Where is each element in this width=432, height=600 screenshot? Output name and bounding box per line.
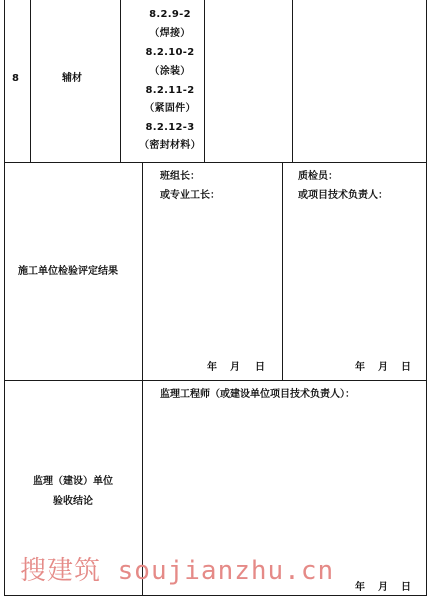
divider-name-col <box>120 0 121 162</box>
standard-ref: （焊接） <box>149 28 191 39</box>
date-month-left: 月 <box>230 362 240 373</box>
supervision-label-line2: 验收结论 <box>53 496 93 507</box>
divider-standard-col <box>204 0 205 162</box>
table-border-bottom <box>4 595 427 596</box>
divider-construction-signers <box>282 162 283 380</box>
standard-ref: 8.2.12-3 <box>145 122 195 133</box>
material-name: 辅材 <box>62 73 82 84</box>
standard-ref: 8.2.10-2 <box>145 47 195 58</box>
supervisor-engineer-label: 监理工程师（或建设单位项目技术负责人）： <box>160 389 355 400</box>
divider-construction-label <box>142 162 143 380</box>
watermark: 搜建筑 soujianzhu.cn <box>20 556 335 586</box>
divider-result-col <box>292 0 293 162</box>
standard-ref: （密封材料） <box>139 140 201 151</box>
team-leader-label: 班组长： <box>160 171 200 182</box>
construction-result-label: 施工单位检验评定结果 <box>18 266 118 277</box>
supervision-label-line1: 监理（建设）单位 <box>33 476 113 487</box>
row-separator-supervision <box>4 380 427 381</box>
row-separator-construction <box>4 162 427 163</box>
standard-ref: 8.2.9-2 <box>149 9 191 20</box>
standard-ref: （紧固件） <box>144 103 196 114</box>
standard-ref: （涂装） <box>149 66 191 77</box>
tech-lead-label: 或项目技术负责人： <box>298 190 388 201</box>
date-month-right: 月 <box>378 362 388 373</box>
date-day-right: 日 <box>401 362 411 373</box>
inspector-label: 质检员： <box>298 171 338 182</box>
standard-ref: 8.2.11-2 <box>145 85 195 96</box>
divider-number-col <box>30 0 31 162</box>
table-border-right <box>426 0 427 596</box>
date-day-supervision: 日 <box>401 582 411 593</box>
date-year-right: 年 <box>355 362 365 373</box>
foreman-label: 或专业工长： <box>160 190 220 201</box>
date-year-supervision: 年 <box>355 582 365 593</box>
row-number: 8 <box>12 73 19 84</box>
date-day-left: 日 <box>255 362 265 373</box>
date-month-supervision: 月 <box>378 582 388 593</box>
date-year-left: 年 <box>207 362 217 373</box>
